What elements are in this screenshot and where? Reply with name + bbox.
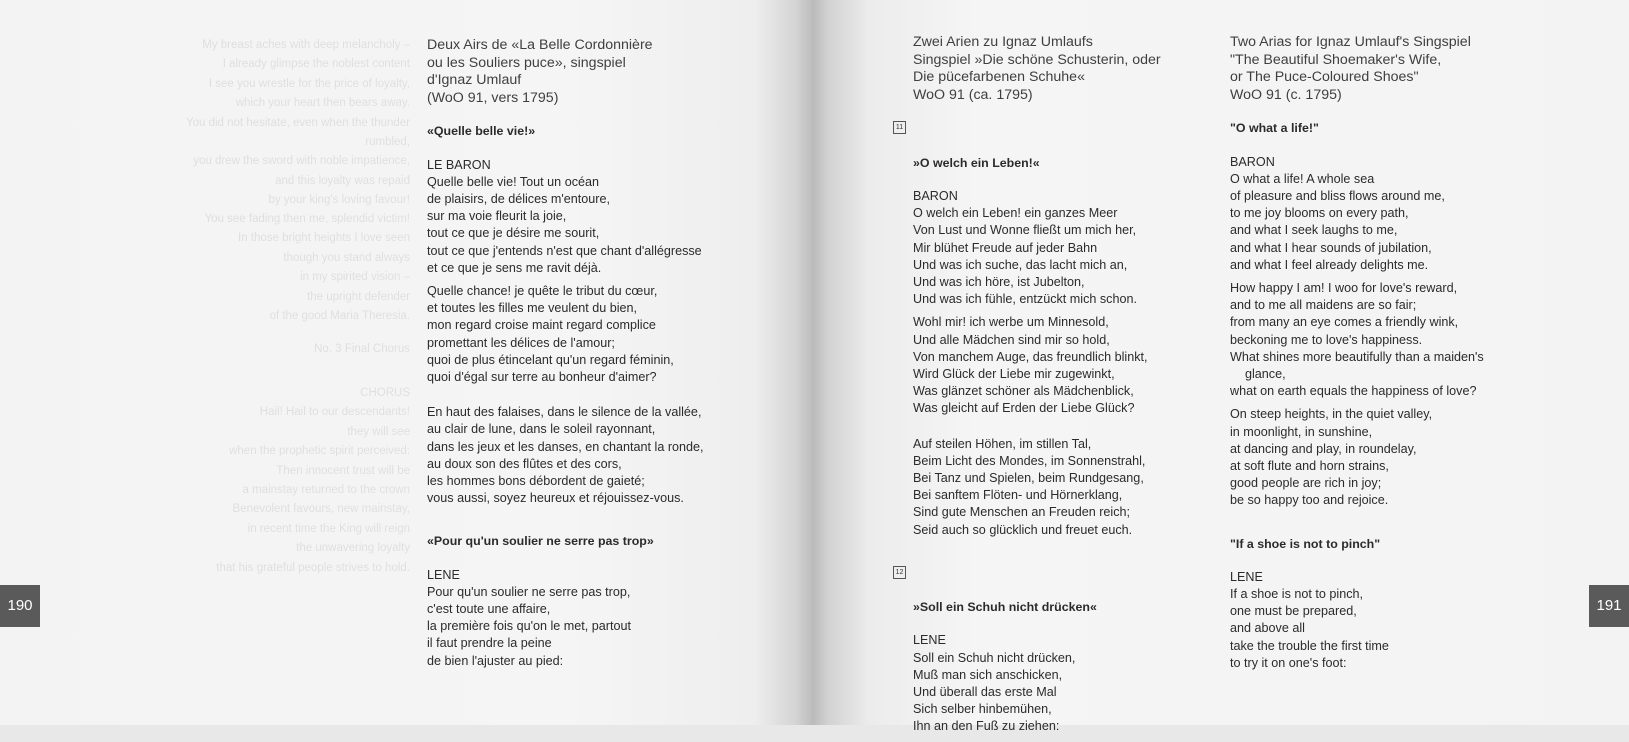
french-aria-1-title: «Quelle belle vie!» [427, 124, 536, 139]
english-stanza-2-line: glance, [1245, 367, 1286, 382]
left-page [0, 0, 812, 725]
french-aria-2-title: «Pour qu'un soulier ne serre pas trop» [427, 534, 654, 549]
german-stanza-2: Wohl mir! ich werbe um Minnesold, Und alle Mädchen sind mir so hold, Von manchem Auge, das freundlich blinkt, Wird Glück der Liebe mir zugewinkt, Was glänzet schöner als Mädchenblick, Was gleicht auf Erden der Liebe Glück? [913, 315, 1148, 416]
french-stanza-3: En haut des falaises, dans le silence de la vallée, au clair de lune, dans le soleil rayonnant, dans les jeux et les danses, en chantant la ronde, au doux son des flûtes et des cors, les hommes bons débordent de gaieté; vous aussi, soyez heureux et réjouissez-vous. [427, 405, 704, 506]
french-column [427, 37, 797, 676]
english-stanza-2 [1230, 280, 1575, 400]
german-role-baron: BARON [913, 188, 958, 203]
right-page [812, 0, 1629, 734]
page-number-right: 191 [1589, 585, 1629, 627]
french-role-baron: LE BARON [427, 157, 491, 172]
german-aria-2-text: »Soll ein Schuh nicht drücken« [913, 600, 1097, 615]
show-through-text-4: CHORUS Hail! Hail to our descendants! they will see when the prophetic spirit perceived: Then innocent trust will be a mainstay returned to the crown Benevolent favours, new mainstay, in recent time the King will reign the unwavering loyalty that his grateful people strives to hold. [216, 387, 410, 574]
english-stanza-2-line: and to me all maidens are so fair; [1230, 298, 1417, 313]
english-role-baron: BARON [1230, 154, 1275, 169]
french-role-lene: LENE [427, 567, 460, 582]
german-stanza-lene: Soll ein Schuh nicht drücken, Muß man sich anschicken, Und überall das erste Mal Sich selber hinbemühen, Ihn an den Fuß zu ziehen: [913, 650, 1076, 734]
german-column [895, 34, 1213, 742]
english-aria-1-title: "O what a life!" [1230, 121, 1319, 136]
english-stanza-2-line: beckoning me to love's happiness. [1230, 332, 1423, 347]
show-through-text-1: My breast aches with deep melancholy – I already glimpse the noblest content I see you wrestle for the price of loyalty, which your heart then bears away. You did not hesitate, even when the thunder rumbled, you drew the sword with noble impatience, and this loyalty was repaid by your king's loving favour! [186, 39, 410, 207]
german-aria-2-title [895, 565, 1213, 617]
english-stanza-3: On steep heights, in the quiet valley, in moonlight, in sunshine, at dancing and play, in roundelay, at soft flute and horn strains, good people are rich in joy; be so happy too and rejoice. [1230, 407, 1433, 508]
english-aria-2-title: "If a shoe is not to pinch" [1230, 536, 1381, 551]
page-number-left: 190 [0, 585, 40, 627]
english-stanza-lene: If a shoe is not to pinch, one must be prepared, and above all take the trouble the first time to try it on one's foot: [1230, 587, 1389, 670]
english-role-lene: LENE [1230, 569, 1263, 584]
german-stanza-1: O welch ein Leben! ein ganzes Meer Von Lust und Wonne fließt um mich her, Mir blühet Freude auf jeder Bahn Und was ich suche, das lacht mich an, Und was ich höre, ist Jubelton, Und was ich fühle, entzückt mich schon. [913, 206, 1137, 307]
french-stanza-1: Quelle belle vie! Tout un océan de plaisirs, de délices m'entoure, sur ma voie fleurit la joie, tout ce que je désire me sourit, tout ce que j'entends n'est que chant d'allégresse et ce que je sens me ravit déjà. [427, 174, 702, 275]
german-aria-1-title [895, 120, 1213, 172]
show-through-text-3: No. 3 Final Chorus [314, 343, 410, 355]
german-role-lene: LENE [913, 633, 946, 648]
english-column [1230, 34, 1575, 678]
german-title: Zwei Arien zu Ignaz Umlaufs Singspiel »Die schöne Schusterin, oder Die pücefarbenen Schuhe« WoO 91 (ca. 1795) [913, 34, 1161, 103]
english-stanza-2-line: from many an eye comes a friendly wink, [1230, 315, 1459, 330]
french-title: Deux Airs de «La Belle Cordonnière ou les Souliers puce», singspiel d'Ignaz Umlauf (WoO 91, vers 1795) [427, 37, 653, 106]
english-stanza-2-line: what on earth equals the happiness of love? [1230, 384, 1477, 399]
track-11-icon: 11 [893, 121, 906, 134]
english-stanza-2-line: How happy I am! I woo for love's reward, [1230, 281, 1458, 295]
show-through-text-2: You see fading then me, splendid victim! In those bright heights I love seen though you stand always in my spirited vision – the upright defender of the good Maria Theresia. [204, 213, 410, 323]
french-stanza-lene: Pour qu'un soulier ne serre pas trop, c'est toute une affaire, la première fois qu'on le met, partout il faut prendre la peine de bien l'ajuster au pied: [427, 584, 632, 668]
english-stanza-2-line: What shines more beautifully than a maiden's [1230, 349, 1484, 364]
english-stanza-1: O what a life! A whole sea of pleasure and bliss flows around me, to me joy blooms on every path, and what I seek laughs to me, and what I hear sounds of jubilation, and what I feel already delights me. [1230, 171, 1445, 272]
french-stanza-2: Quelle chance! je quête le tribut du cœur, et toutes les filles me veulent du bien, mon regard croise maint regard complice promettant les délices de l'amour; quoi de plus étincelant qu'un regard féminin, quoi d'égal sur terre au bonheur d'aimer? [427, 284, 674, 385]
german-stanza-3: Auf steilen Höhen, im stillen Tal, Beim Licht des Mondes, im Sonnenstrahl, Bei Tanz und Spielen, beim Rundgesang, Bei sanftem Flöten- und Hörnerklang, Sind gute Menschen an Freuden reich; Seid auch so glücklich und freuet euch. [913, 436, 1146, 537]
track-12-icon: 12 [893, 566, 906, 579]
english-title: Two Arias for Ignaz Umlauf's Singspiel "The Beautiful Shoemaker's Wife, or The Puce-Coloured Shoes" WoO 91 (c. 1795) [1230, 34, 1471, 103]
german-aria-1-text: »O welch ein Leben!« [913, 155, 1040, 170]
